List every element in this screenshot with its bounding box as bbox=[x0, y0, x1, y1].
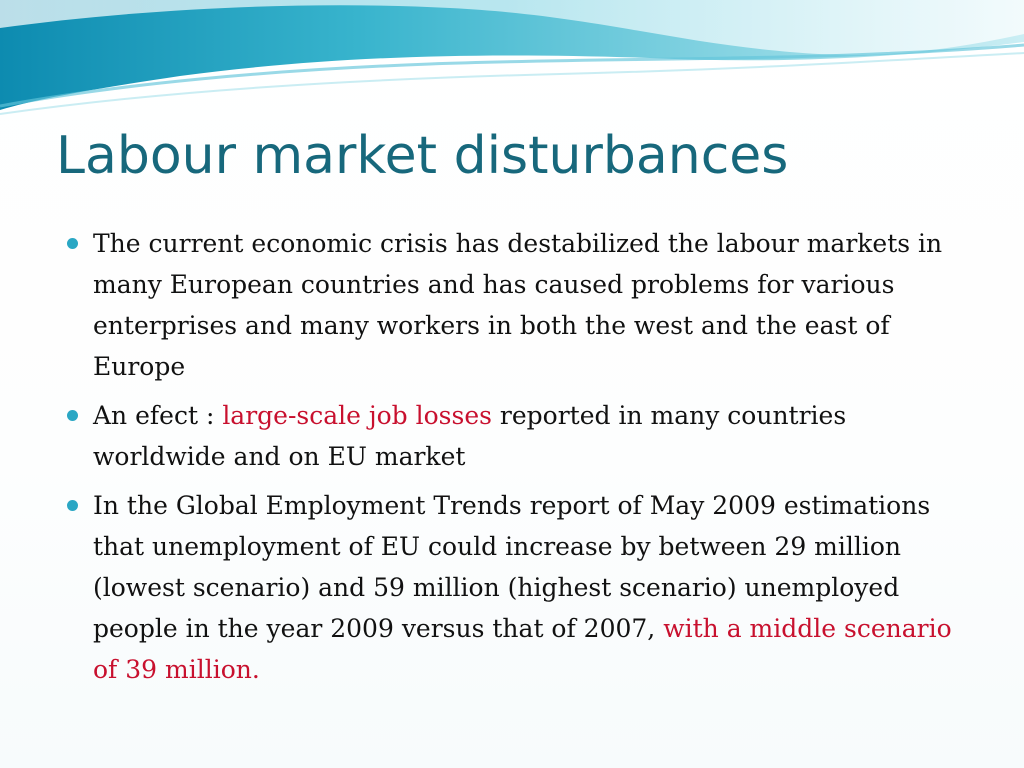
bullet-suffix: reported in many countries worldwide and on EU market bbox=[93, 401, 847, 471]
bullet-prefix: An efect : bbox=[93, 401, 223, 430]
bullet-dot-icon bbox=[67, 500, 78, 511]
header-wave-decoration bbox=[0, 0, 1024, 130]
slide-title: Labour market disturbances bbox=[56, 126, 789, 186]
bullet-list bbox=[64, 223, 974, 698]
middle-scenario-highlight: with a middle scenario of 39 million. bbox=[93, 614, 952, 684]
bullet-item-crisis bbox=[64, 223, 974, 387]
bullet-text: The current economic crisis has destabilized the labour markets in many European countries and has caused problems for various enterprises and many workers in both the west and the east of Europe bbox=[93, 229, 943, 381]
bullet-item-job-losses bbox=[64, 395, 974, 477]
job-losses-highlight: large-scale job losses bbox=[222, 401, 492, 430]
bullet-text: In the Global Employment Trends report of May 2009 estimations that unemployment of EU could increase by between 29 million (lowest scenario) and 59 million (highest scenario) unemployed people in the year 2009 versus that of 2007, bbox=[93, 491, 931, 643]
bullet-item-employment-trends bbox=[64, 485, 974, 690]
bullet-dot-icon bbox=[67, 410, 78, 421]
bullet-dot-icon bbox=[67, 238, 78, 249]
